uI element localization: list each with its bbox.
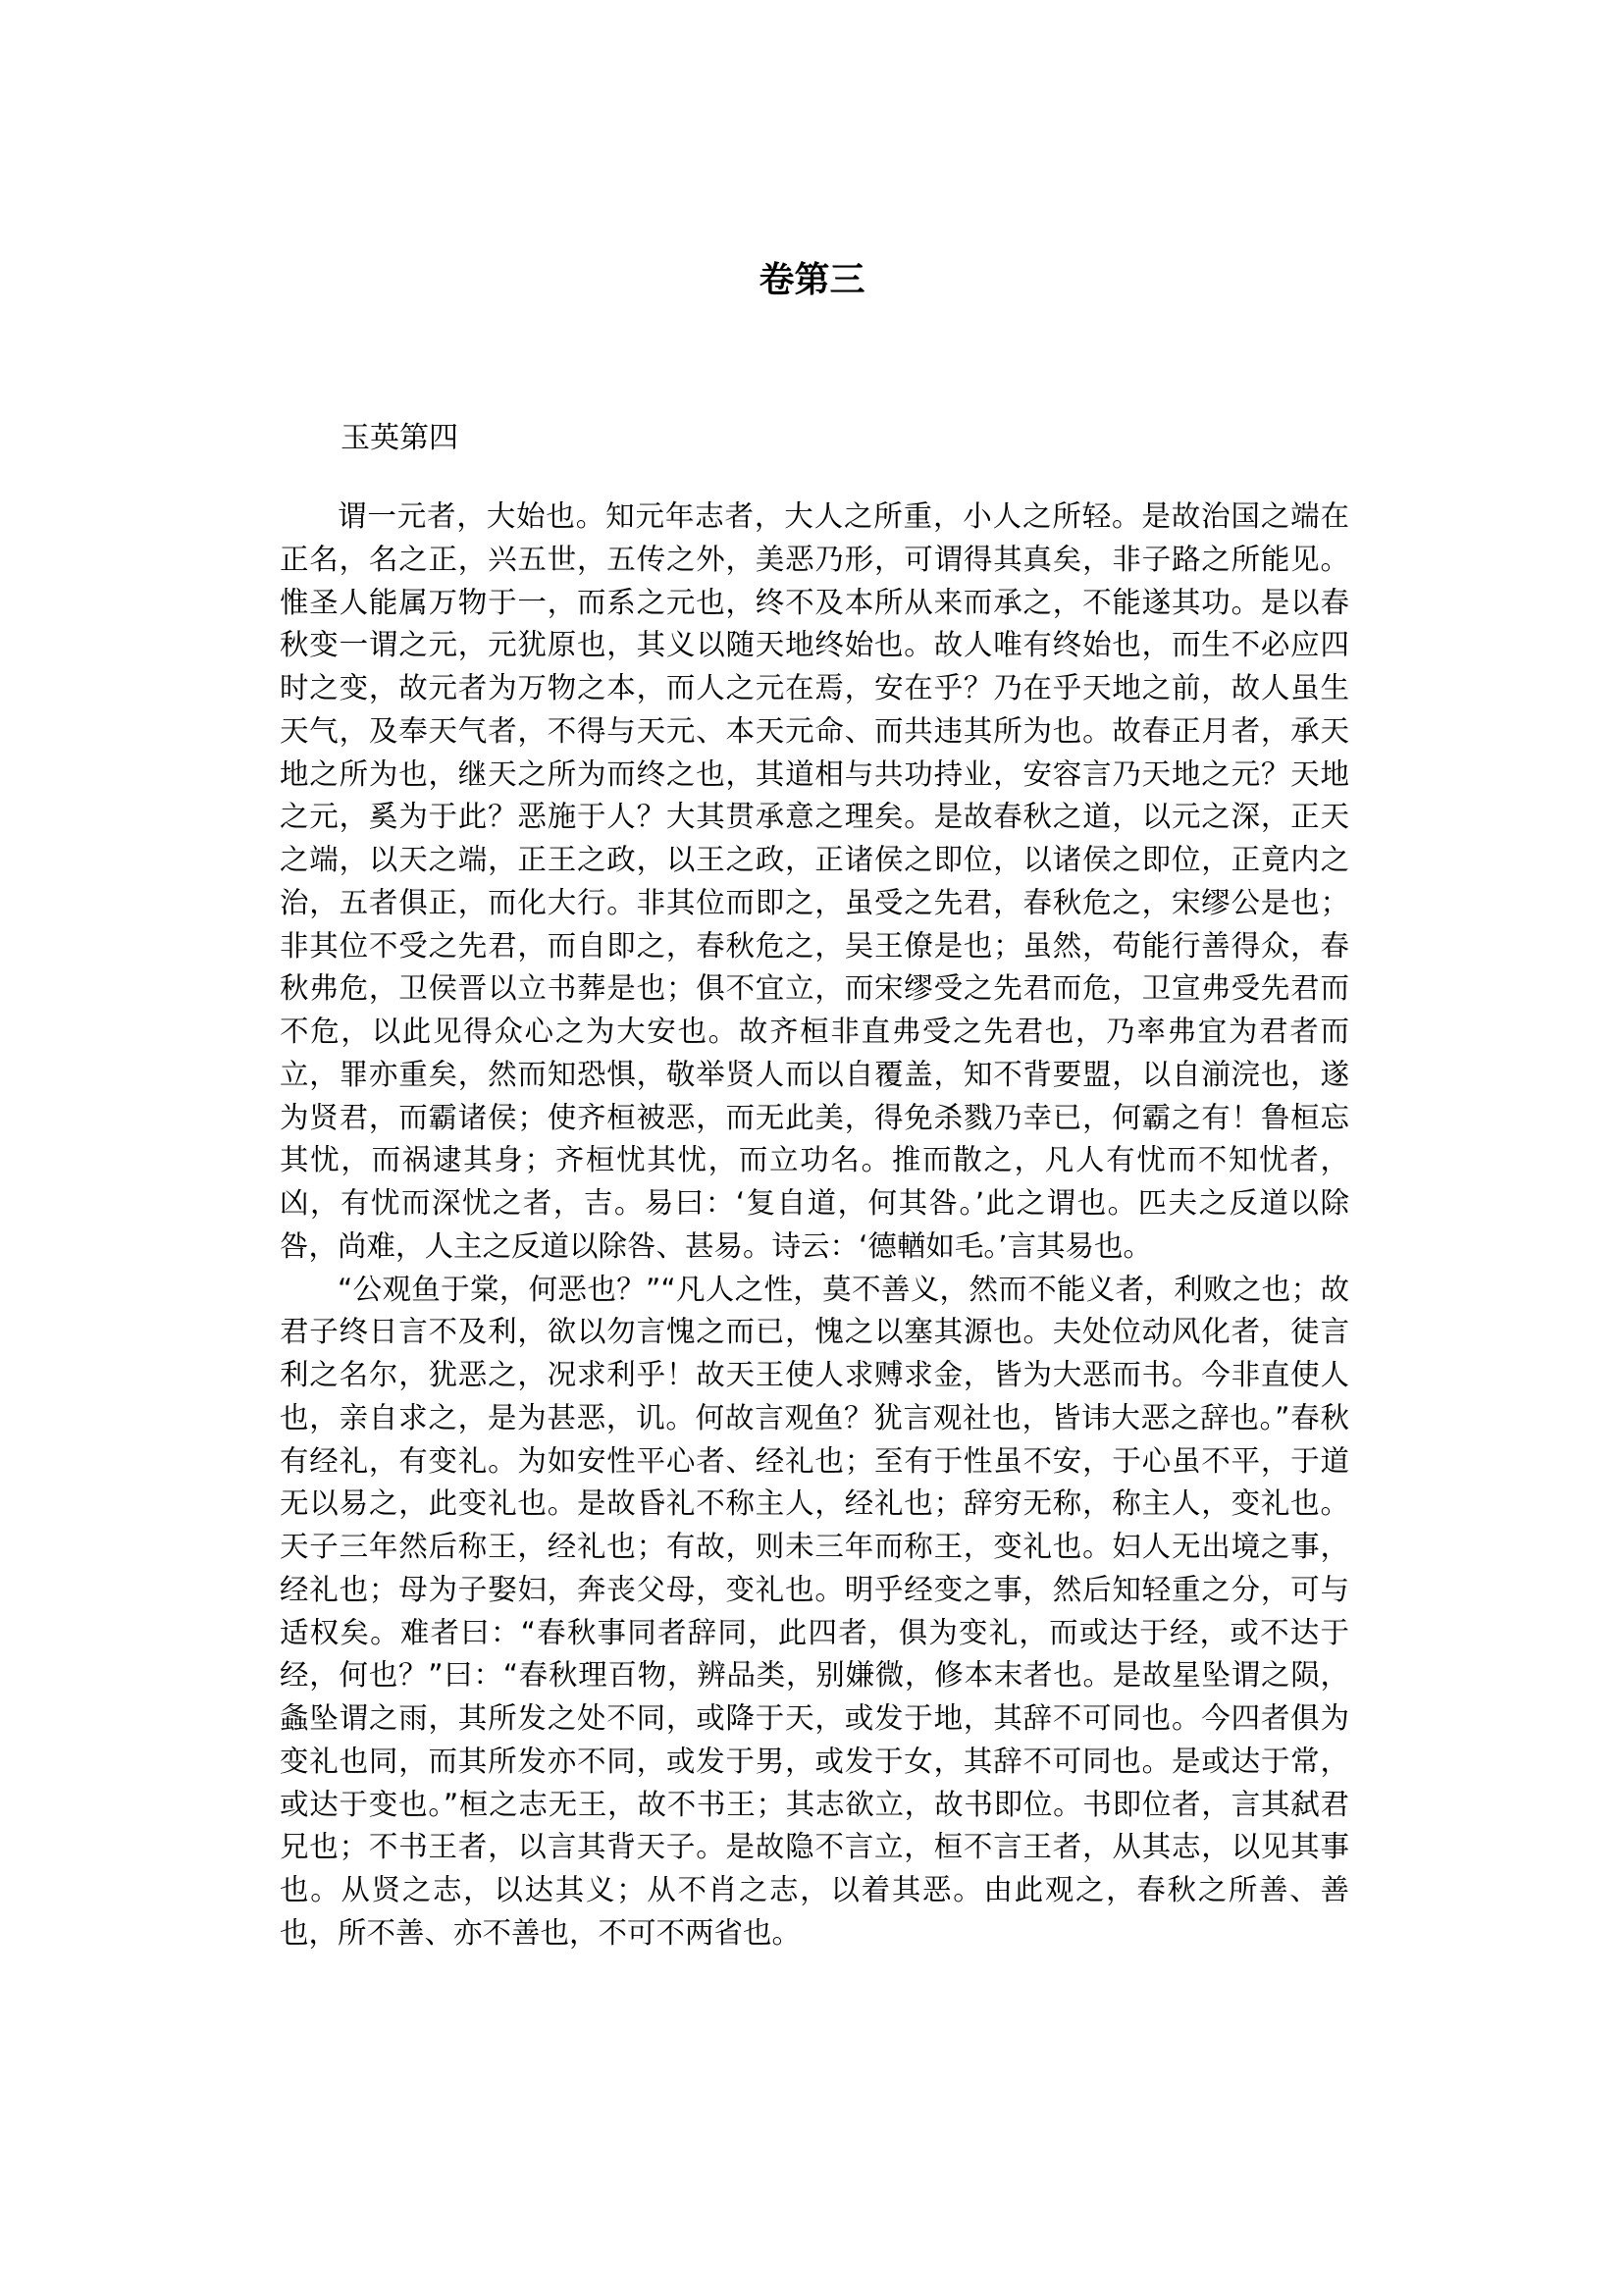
volume-title: 卷第三 — [759, 260, 865, 300]
paragraph: “公观鱼于棠，何恶也？”“凡人之性，莫不善义，然而不能义者，利败之也；故君子终日言不及利，欲以勿言愧之而已，愧之以塞其源也。夫处位动风化者，徒言利之名尔，犹恶之，况求利乎！故天王使人求赙求金，皆为大恶而书。今非直使人也，亲自求之，是为甚恶，讥。何故言观鱼？犹言观社也，皆讳大恶之辞也。”春秋有经礼，有变礼。为如安性平心者、经礼也；至有于性虽不安，于心虽不平，于道无以易之，此变礼也。是故昏礼不称主人，经礼也；辞穷无称，称主人，变礼也。天子三年然后称王，经礼也；有故，则未三年而称王，变礼也。妇人无出境之事，经礼也；母为子娶妇，奔丧父母，变礼也。明乎经变之事，然后知轻重之分，可与适权矣。难者曰：“春秋事同者辞同，此四者，俱为变礼，而或达于经，或不达于经，何也？”曰：“春秋理百物，辨品类，别嫌微，修本末者也。是故星坠谓之陨，螽坠谓之雨，其所发之处不同，或降于天，或发于地，其辞不可同也。今四者俱为变礼也同，而其所发亦不同，或发于男，或发于女，其辞不可同也。是或达于常，或达于变也。”桓之志无王，故不书王；其志欲立，故书即位。书即位者，言其弑君兄也；不书王者，以言其背天子。是故隐不言立，桓不言王者，从其志，以见其事也。从贤之志，以达其义；从不肖之志，以着其恶。由此观之，春秋之所善、善也，所不善、亦不善也，不可不两省也。 — [280, 1272, 1349, 1950]
chapter-title: 玉英第四 — [341, 421, 458, 455]
body-text — [280, 495, 1349, 1955]
paragraph: 谓一元者，大始也。知元年志者，大人之所重，小人之所轻。是故治国之端在正名，名之正，兴五世，五传之外，美恶乃形，可谓得其真矣，非子路之所能见。惟圣人能属万物于一，而系之元也，终不及本所从来而承之，不能遂其功。是以春秋变一谓之元，元犹原也，其义以随天地终始也。故人唯有终始也，而生不必应四时之变，故元者为万物之本，而人之元在焉，安在乎？乃在乎天地之前，故人虽生天气，及奉天气者，不得与天元、本天元命、而共违其所为也。故春正月者，承天地之所为也，继天之所为而终之也，其道相与共功持业，安容言乃天地之元？天地之元，奚为于此？恶施于人？大其贯承意之理矣。是故春秋之道，以元之深，正天之端，以天之端，正王之政，以王之政，正诸侯之即位，以诸侯之即位，正竟内之治，五者俱正，而化大行。非其位而即之，虽受之先君，春秋危之，宋缪公是也；非其位不受之先君，而自即之，春秋危之，吴王僚是也；虽然，苟能行善得众，春秋弗危，卫侯晋以立书葬是也；俱不宜立，而宋缪受之先君而危，卫宣弗受先君而不危，以此见得众心之为大安也。故齐桓非直弗受之先君也，乃率弗宜为君者而立，罪亦重矣，然而知恐惧，敬举贤人而以自覆盖，知不背要盟，以自湔浣也，遂为贤君，而霸诸侯；使齐桓被恶，而无此美，得免杀戮乃幸已，何霸之有！鲁桓忘其忧，而祸逮其身；齐桓忧其忧，而立功名。推而散之，凡人有忧而不知忧者，凶，有忧而深忧之者，吉。易曰：‘复自道，何其咎。’此之谓也。匹夫之反道以除咎，尚难，人主之反道以除咎、甚易。诗云：‘德輶如毛。’言其易也。 — [280, 499, 1349, 1263]
